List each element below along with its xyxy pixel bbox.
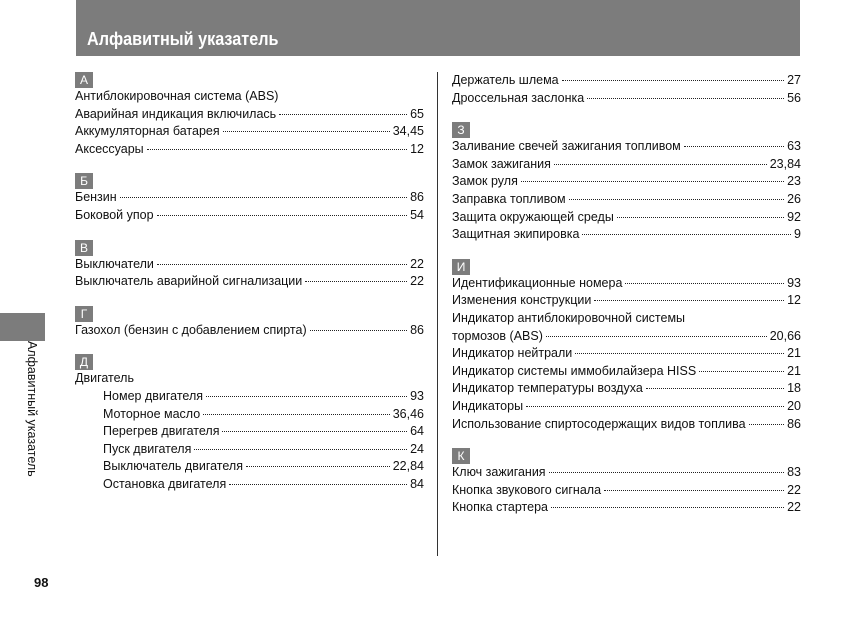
dot-leader: [157, 214, 408, 216]
dot-leader: [684, 145, 784, 147]
index-entry-text: Заправка топливом: [452, 191, 566, 206]
index-entry: [75, 141, 424, 159]
dot-leader: [147, 148, 407, 150]
index-entry-text: Номер двигателя: [103, 388, 204, 403]
index-entry-page: 63: [787, 139, 801, 154]
index-entry: [452, 191, 801, 209]
index-entry-page: 83: [787, 465, 801, 480]
index-entry: [75, 476, 424, 494]
index-entry: [75, 388, 424, 406]
index-entry-text: Моторное масло: [103, 406, 201, 421]
index-entry-page: 36,46: [392, 406, 424, 421]
index-entry-page: 65: [410, 106, 424, 121]
index-entry-page: 9: [794, 227, 801, 242]
index-entry: [75, 406, 424, 424]
index-entry: [452, 310, 801, 328]
index-entry-text: Замок зажигания: [452, 156, 551, 171]
index-entry-page: 93: [787, 275, 801, 290]
index-entry-page: 27: [787, 73, 801, 87]
dot-leader: [305, 280, 407, 282]
index-entry: [452, 72, 801, 90]
index-group: [452, 72, 801, 107]
index-entry-text: Выключатели: [75, 256, 154, 271]
index-entry-page: 18: [787, 381, 801, 396]
index-entry-page: 56: [787, 90, 801, 105]
index-entry: [75, 273, 424, 291]
dot-leader: [223, 130, 390, 132]
index-entry-page: 34,45: [392, 124, 424, 139]
index-entry-text: Кнопка стартера: [452, 500, 548, 515]
index-entry-text: Боковой упор: [75, 207, 154, 222]
page-title: Алфавитный указатель: [87, 29, 279, 49]
index-entry-text: Пуск двигателя: [103, 441, 192, 456]
dot-leader: [749, 423, 785, 425]
index-entry: [75, 441, 424, 459]
index-entry-page: 23: [787, 174, 801, 189]
index-entry: [75, 189, 424, 207]
dot-leader: [594, 299, 784, 301]
index-entry-page: 12: [410, 141, 424, 156]
dot-leader: [206, 395, 407, 397]
index-column-right: [452, 72, 801, 532]
index-entry-page: 92: [787, 209, 801, 224]
dot-leader: [575, 352, 784, 354]
index-group: [75, 354, 424, 493]
dot-leader: [699, 370, 784, 372]
index-entry: [75, 207, 424, 225]
index-entry-text: Индикатор антиблокировочной системы: [452, 310, 686, 325]
index-entry: [452, 90, 801, 108]
dot-leader: [194, 448, 407, 450]
index-entry-text: Индикатор нейтрали: [452, 346, 573, 361]
index-group: [75, 240, 424, 291]
dot-leader: [546, 335, 767, 337]
index-entry-page: 21: [787, 346, 801, 361]
column-divider: [437, 72, 438, 556]
dot-leader: [554, 163, 767, 165]
index-entry-page: 86: [410, 322, 424, 337]
dot-leader: [569, 198, 784, 200]
index-entry: [452, 173, 801, 191]
index-group: [75, 72, 424, 158]
dot-leader: [582, 233, 791, 235]
index-entry: [75, 123, 424, 141]
index-entry-text: Аварийная индикация включилась: [75, 106, 277, 121]
index-entry-page: 86: [787, 416, 801, 431]
index-entry: [75, 458, 424, 476]
dot-leader: [617, 216, 784, 218]
index-column-left: [75, 72, 424, 509]
index-entry-text: Бензин: [75, 190, 117, 205]
index-group: [452, 448, 801, 517]
dot-leader: [246, 465, 390, 467]
dot-leader: [625, 282, 784, 284]
index-entry: [75, 423, 424, 441]
dot-leader: [157, 263, 407, 265]
index-entry: [452, 275, 801, 293]
index-entry-text: Защитная экипировка: [452, 227, 580, 242]
index-letter-heading: К: [452, 448, 470, 464]
index-entry-text: Дроссельная заслонка: [452, 90, 585, 105]
dot-leader: [604, 489, 784, 491]
dot-leader: [310, 329, 407, 331]
index-entry-text: тормозов (ABS): [452, 328, 543, 343]
page-number: 98: [34, 575, 49, 590]
index-group: [452, 122, 801, 244]
dot-leader: [279, 113, 407, 115]
index-entry-text: Заливание свечей зажигания топливом: [452, 139, 681, 154]
index-group: [75, 306, 424, 340]
index-entry-page: 84: [410, 476, 424, 491]
index-entry: [452, 398, 801, 416]
dot-leader: [229, 483, 407, 485]
index-entry-text: Изменения конструкции: [452, 293, 592, 308]
index-entry-page: 64: [410, 424, 424, 439]
index-entry-text: Индикатор системы иммобилайзера HISS: [452, 363, 697, 378]
index-letter-heading: Г: [75, 306, 93, 322]
index-entry: [75, 370, 424, 388]
index-entry-page: 93: [410, 388, 424, 403]
index-entry-page: 22,84: [392, 459, 424, 474]
index-entry-page: 22: [787, 500, 801, 515]
dot-leader: [526, 405, 784, 407]
index-entry-text: Идентификационные номера: [452, 275, 623, 290]
index-entry-text: Индикатор температуры воздуха: [452, 381, 643, 396]
index-entry: [452, 345, 801, 363]
index-letter-heading: Б: [75, 173, 93, 189]
index-entry-text: Выключатель аварийной сигнализации: [75, 274, 303, 289]
dot-leader: [646, 387, 784, 389]
index-entry-page: 86: [410, 190, 424, 205]
index-letter-heading: И: [452, 259, 470, 275]
index-letter-heading: В: [75, 240, 93, 256]
index-entry: [452, 226, 801, 244]
dot-leader: [521, 180, 784, 182]
index-entry: [452, 464, 801, 482]
index-entry: [75, 106, 424, 124]
index-entry-text: Кнопка звукового сигнала: [452, 482, 602, 497]
page-header: [76, 0, 800, 56]
index-entry-page: 26: [787, 191, 801, 206]
index-entry: [452, 482, 801, 500]
index-entry-page: 21: [787, 363, 801, 378]
index-entry-text: Ключ зажигания: [452, 465, 546, 480]
index-entry-page: 24: [410, 441, 424, 456]
index-entry-page: 54: [410, 207, 424, 222]
index-entry: [452, 380, 801, 398]
dot-leader: [587, 97, 784, 99]
index-entry-page: 22: [410, 274, 424, 289]
index-entry-page: 23,84: [769, 156, 801, 171]
index-entry-text: Использование спиртосодержащих видов топлива: [452, 416, 746, 431]
index-entry-text: Защита окружающей среды: [452, 209, 614, 224]
index-group: [75, 173, 424, 224]
index-entry-page: 22: [410, 256, 424, 271]
index-entry-text: Остановка двигателя: [103, 476, 227, 491]
dot-leader: [222, 430, 407, 432]
dot-leader: [562, 79, 784, 81]
index-entry-text: Перегрев двигателя: [103, 424, 220, 439]
index-entry-page: 20: [787, 398, 801, 413]
index-entry-text: Аксессуары: [75, 141, 144, 156]
index-entry-text: Двигатель: [75, 371, 134, 386]
index-entry: [452, 156, 801, 174]
index-entry: [452, 328, 801, 346]
index-entry-text: Индикаторы: [452, 398, 524, 413]
index-entry-page: 20,66: [769, 328, 801, 343]
index-entry-text: Замок руля: [452, 174, 518, 189]
index-entry-text: Аккумуляторная батарея: [75, 124, 220, 139]
index-entry-page: 12: [787, 293, 801, 308]
side-section-label: Алфавитный указатель: [25, 341, 39, 477]
index-entry: [75, 256, 424, 274]
index-entry-text: Газохол (бензин с добавлением спирта): [75, 322, 307, 337]
index-entry-text: Выключатель двигателя: [103, 459, 243, 474]
index-letter-heading: З: [452, 122, 470, 138]
index-entry: [75, 322, 424, 340]
index-entry-page: 22: [787, 482, 801, 497]
index-entry-text: Антиблокировочная система (ABS): [75, 89, 279, 103]
dot-leader: [549, 471, 785, 473]
index-entry: [75, 88, 424, 106]
index-entry: [452, 209, 801, 227]
dot-leader: [120, 196, 407, 198]
index-entry-text: Держатель шлема: [452, 73, 559, 87]
index-letter-heading: А: [75, 72, 93, 88]
index-group: [452, 259, 801, 433]
index-entry: [452, 138, 801, 156]
index-letter-heading: Д: [75, 354, 93, 370]
index-entry: [452, 499, 801, 517]
dot-leader: [551, 506, 784, 508]
index-entry: [452, 292, 801, 310]
index-entry: [452, 416, 801, 434]
side-tab-marker: [0, 313, 45, 341]
index-entry: [452, 363, 801, 381]
dot-leader: [203, 413, 390, 415]
